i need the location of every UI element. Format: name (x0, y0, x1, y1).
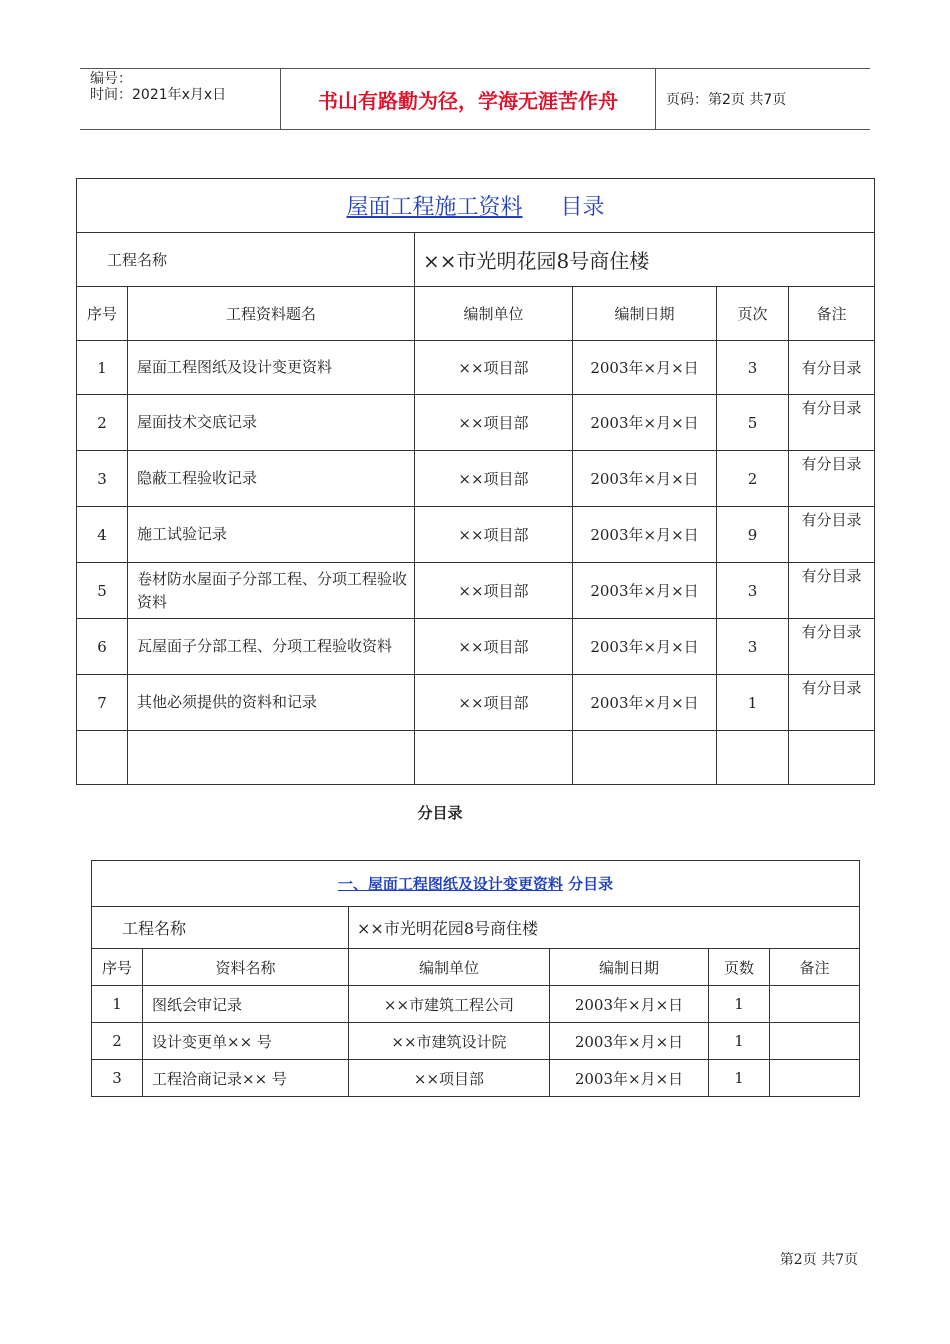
table-header-row (77, 287, 875, 341)
row-no: 5 (77, 563, 128, 619)
sub-col-header-no: 序号 (92, 949, 143, 986)
row-no: 3 (77, 451, 128, 507)
row-note: 有分目录 (789, 619, 875, 675)
row-note: 有分目录 (789, 507, 875, 563)
sub-col-header-unit: 编制单位 (349, 949, 550, 986)
col-header-pages: 页次 (717, 287, 789, 341)
row-date: 2003年×月×日 (573, 341, 717, 395)
code-label: 编号： (90, 71, 132, 87)
row-note (770, 1060, 860, 1097)
row-no: 3 (92, 1060, 143, 1097)
row-unit: ××项目部 (415, 675, 573, 731)
main-title-suffix: 目录 (560, 195, 605, 220)
row-pages: 1 (709, 986, 770, 1023)
row-pages: 3 (717, 341, 789, 395)
row-unit: ××项目部 (415, 619, 573, 675)
project-name-value: ××市光明花园8号商住楼 (415, 233, 875, 287)
col-header-title: 工程资料题名 (128, 287, 415, 341)
row-unit: ××市建筑工程公司 (349, 986, 550, 1023)
sub-col-header-title: 资料名称 (143, 949, 349, 986)
row-unit: ××项目部 (415, 507, 573, 563)
row-title: 图纸会审记录 (143, 986, 349, 1023)
row-title: 屋面技术交底记录 (128, 395, 415, 451)
row-unit: ××项目部 (415, 563, 573, 619)
table-row (77, 451, 875, 507)
row-note: 有分目录 (789, 675, 875, 731)
row-title: 设计变更单×× 号 (143, 1023, 349, 1060)
row-unit: ××项目部 (415, 395, 573, 451)
row-pages: 1 (717, 675, 789, 731)
row-pages: 1 (709, 1023, 770, 1060)
col-header-unit: 编制单位 (415, 287, 573, 341)
row-unit: ××项目部 (415, 341, 573, 395)
row-no: 1 (77, 341, 128, 395)
row-title: 瓦屋面子分部工程、分项工程验收资料 (128, 619, 415, 675)
row-title: 工程洽商记录×× 号 (143, 1060, 349, 1097)
header-page-info: 页码：第2页 共7页 (666, 92, 787, 108)
table-row (77, 619, 875, 675)
table-row (92, 1023, 860, 1060)
row-no: 1 (92, 986, 143, 1023)
row-title: 隐蔽工程验收记录 (128, 451, 415, 507)
row-date: 2003年×月×日 (573, 563, 717, 619)
col-header-no: 序号 (77, 287, 128, 341)
table-row (77, 395, 875, 451)
main-catalog-table (76, 178, 875, 785)
row-note: 有分目录 (789, 341, 875, 395)
row-note: 有分目录 (789, 563, 875, 619)
row-date: 2003年×月×日 (573, 619, 717, 675)
row-no: 7 (77, 675, 128, 731)
row-date: 2003年×月×日 (573, 507, 717, 563)
row-pages: 9 (717, 507, 789, 563)
row-unit: ××项目部 (349, 1060, 550, 1097)
row-date: 2003年×月×日 (550, 986, 709, 1023)
table-row (92, 986, 860, 1023)
empty-row (77, 731, 875, 785)
row-date: 2003年×月×日 (573, 451, 717, 507)
sub-project-name-label: 工程名称 (92, 907, 349, 949)
time-label: 时间：2021年x月x日 (90, 87, 227, 103)
row-unit: ××项目部 (415, 451, 573, 507)
row-pages: 2 (717, 451, 789, 507)
sub-title-link[interactable]: 一、屋面工程图纸及设计变更资料 (337, 875, 563, 893)
row-pages: 5 (717, 395, 789, 451)
row-title: 其他必须提供的资料和记录 (128, 675, 415, 731)
row-no: 4 (77, 507, 128, 563)
page-header (80, 68, 870, 130)
table-row (77, 507, 875, 563)
sub-col-header-pages: 页数 (709, 949, 770, 986)
row-pages: 3 (717, 563, 789, 619)
sub-project-name-value: ××市光明花园8号商住楼 (349, 907, 860, 949)
row-unit: ××市建筑设计院 (349, 1023, 550, 1060)
row-date: 2003年×月×日 (573, 675, 717, 731)
table-row (77, 675, 875, 731)
row-title: 施工试验记录 (128, 507, 415, 563)
row-title: 卷材防水屋面子分部工程、分项工程验收资料 (128, 563, 415, 619)
header-motto: 书山有路勤为径，学海无涯苦作舟 (280, 69, 656, 129)
row-title: 屋面工程图纸及设计变更资料 (128, 341, 415, 395)
sub-table-header-row (92, 949, 860, 986)
row-date: 2003年×月×日 (550, 1023, 709, 1060)
sub-catalog-table (91, 860, 860, 1097)
row-pages: 3 (717, 619, 789, 675)
table-row (92, 1060, 860, 1097)
col-header-note: 备注 (789, 287, 875, 341)
table-row (77, 563, 875, 619)
row-note (770, 1023, 860, 1060)
row-note (770, 986, 860, 1023)
col-header-date: 编制日期 (573, 287, 717, 341)
main-title-link[interactable]: 屋面工程施工资料 (346, 195, 523, 220)
row-date: 2003年×月×日 (573, 395, 717, 451)
row-no: 2 (77, 395, 128, 451)
row-no: 2 (92, 1023, 143, 1060)
row-note: 有分目录 (789, 395, 875, 451)
page-footer: 第2页 共7页 (779, 1252, 858, 1268)
table-row (77, 341, 875, 395)
main-table-title (77, 179, 875, 233)
project-name-label: 工程名称 (77, 233, 415, 287)
row-note: 有分目录 (789, 451, 875, 507)
row-date: 2003年×月×日 (550, 1060, 709, 1097)
row-no: 6 (77, 619, 128, 675)
header-meta (80, 69, 280, 129)
sub-col-header-date: 编制日期 (550, 949, 709, 986)
sub-col-header-note: 备注 (770, 949, 860, 986)
sub-title-suffix: 分目录 (568, 875, 614, 893)
sub-table-title (92, 861, 860, 907)
sub-catalog-heading: 分目录 (417, 804, 463, 822)
row-pages: 1 (709, 1060, 770, 1097)
